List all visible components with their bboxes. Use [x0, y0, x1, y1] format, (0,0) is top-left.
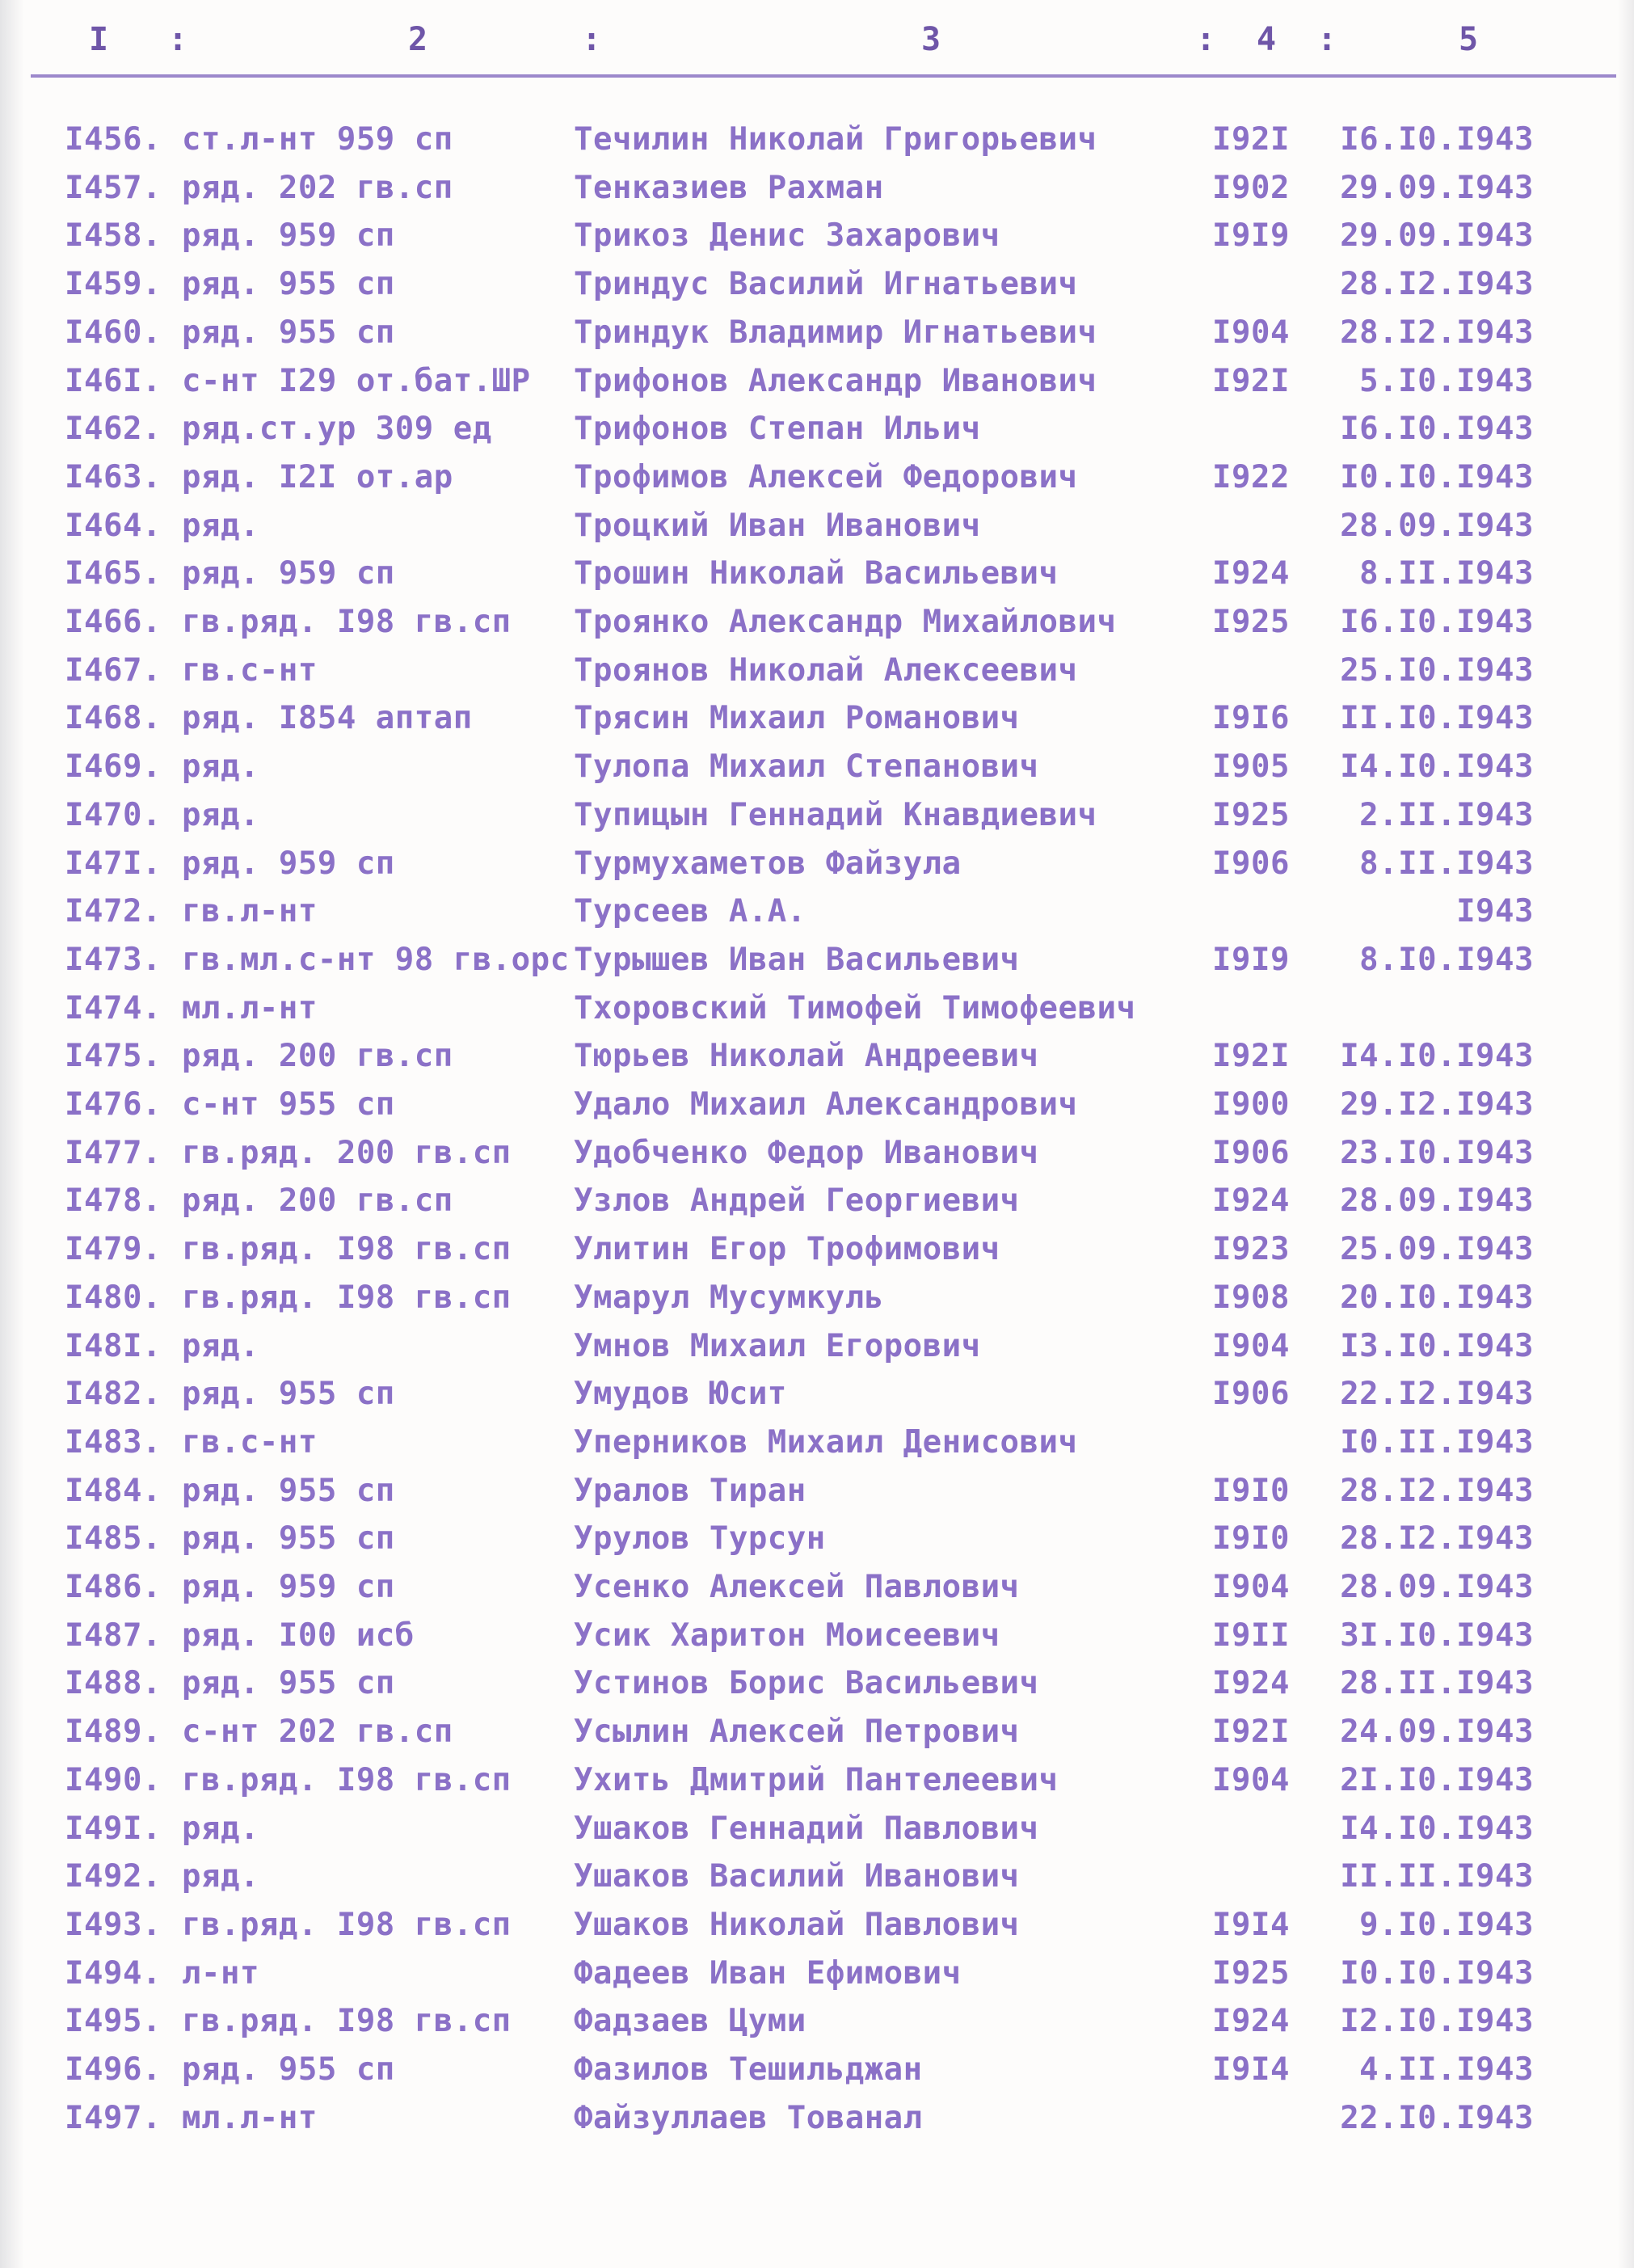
record-date: 28.I2.I943 [1340, 266, 1534, 303]
record-full-name: Урулов Турсун [574, 1520, 826, 1558]
record-date: II.II.I943 [1340, 1858, 1534, 1895]
record-row [0, 555, 1634, 601]
record-birth-year: I92I [1212, 1038, 1290, 1075]
record-birth-year: I922 [1212, 458, 1290, 495]
record-birth-year: I924 [1212, 1665, 1290, 1702]
record-full-name: Улитин Егор Трофимович [574, 1231, 1000, 1268]
record-date: 28.09.I943 [1340, 1569, 1534, 1605]
record-date: 2I.I0.I943 [1340, 1761, 1534, 1798]
record-number: I478. [65, 1182, 162, 1220]
record-date: 3I.I0.I943 [1340, 1617, 1534, 1654]
record-full-name: Триндук Владимир Игнатьевич [574, 314, 1097, 351]
record-row [0, 700, 1634, 745]
record-number: I496. [65, 2051, 162, 2088]
record-date: II.I0.I943 [1340, 700, 1534, 737]
record-rank-unit: ряд. 955 сп [182, 266, 395, 303]
record-number: I48I. [65, 1327, 162, 1364]
record-birth-year: I900 [1212, 1086, 1290, 1123]
record-row [0, 1135, 1634, 1180]
record-row [0, 1811, 1634, 1856]
record-birth-year: I904 [1212, 314, 1290, 351]
record-birth-year: I904 [1212, 1569, 1290, 1605]
record-date: 28.I2.I943 [1340, 314, 1534, 351]
record-number: I47I. [65, 845, 162, 882]
record-row [0, 411, 1634, 456]
record-full-name: Уперников Михаил Денисович [574, 1423, 1078, 1461]
record-rank-unit: ряд. 955 сп [182, 314, 395, 351]
record-row [0, 942, 1634, 987]
record-row [0, 1038, 1634, 1083]
record-rank-unit: ряд. [182, 1858, 259, 1895]
record-number: I475. [65, 1038, 162, 1075]
record-full-name: Триндус Василий Игнатьевич [574, 266, 1078, 303]
record-rank-unit: гв.с-нт [182, 651, 318, 689]
record-full-name: Усик Харитон Моисеевич [574, 1617, 1000, 1654]
header-col-1: I [89, 21, 109, 58]
record-date: I4.I0.I943 [1340, 1810, 1534, 1847]
record-date: 28.I2.I943 [1340, 1472, 1534, 1509]
record-birth-year: I9I4 [1212, 1906, 1290, 1943]
record-rank-unit: л-нт [182, 1954, 259, 1992]
record-row [0, 990, 1634, 1035]
record-number: I480. [65, 1279, 162, 1316]
record-number: I490. [65, 1761, 162, 1798]
header-sep-3: : [1196, 21, 1216, 58]
record-number: I467. [65, 651, 162, 689]
header-sep-4: : [1317, 21, 1337, 58]
record-date: I0.I0.I943 [1340, 458, 1534, 495]
record-number: I464. [65, 507, 162, 544]
record-full-name: Удобченко Федор Иванович [574, 1134, 1039, 1171]
record-row [0, 170, 1634, 215]
record-number: I46I. [65, 362, 162, 399]
record-row [0, 1086, 1634, 1132]
record-date: 8.II.I943 [1359, 555, 1534, 592]
record-date: 23.I0.I943 [1340, 1134, 1534, 1171]
record-number: I494. [65, 1954, 162, 1992]
record-rank-unit: ряд. 200 гв.сп [182, 1038, 453, 1075]
record-birth-year: I9I0 [1212, 1472, 1290, 1509]
record-date: 25.09.I943 [1340, 1231, 1534, 1268]
record-rank-unit: ряд. 200 гв.сп [182, 1182, 453, 1220]
record-date: 22.I2.I943 [1340, 1376, 1534, 1413]
record-row [0, 1376, 1634, 1421]
record-row [0, 748, 1634, 794]
record-date: I6.I0.I943 [1340, 121, 1534, 158]
record-rank-unit: ряд. 955 сп [182, 1520, 395, 1558]
record-row [0, 459, 1634, 504]
record-birth-year: I9I9 [1212, 217, 1290, 255]
record-date: I6.I0.I943 [1340, 411, 1534, 448]
header-sep-2: : [582, 21, 602, 58]
record-number: I495. [65, 2003, 162, 2040]
record-birth-year: I904 [1212, 1761, 1290, 1798]
record-birth-year: I906 [1212, 1376, 1290, 1413]
record-full-name: Умудов Юсит [574, 1376, 787, 1413]
record-rank-unit: с-нт I29 от.бат.ШР [182, 362, 531, 399]
record-date: 22.I0.I943 [1340, 2099, 1534, 2136]
record-full-name: Тулопа Михаил Степанович [574, 748, 1039, 786]
record-full-name: Уралов Тиран [574, 1472, 806, 1509]
record-rank-unit: гв.ряд. 200 гв.сп [182, 1134, 512, 1171]
record-birth-year: I924 [1212, 1182, 1290, 1220]
record-birth-year: I924 [1212, 2003, 1290, 2040]
record-birth-year: I9I6 [1212, 700, 1290, 737]
record-number: I497. [65, 2099, 162, 2136]
record-row [0, 314, 1634, 360]
record-full-name: Файзуллаев Тованал [574, 2099, 923, 2136]
record-number: I477. [65, 1134, 162, 1171]
record-birth-year: I9I0 [1212, 1520, 1290, 1558]
record-full-name: Трошин Николай Васильевич [574, 555, 1059, 592]
record-full-name: Ушаков Геннадий Павлович [574, 1810, 1039, 1847]
record-number: I473. [65, 941, 162, 978]
record-birth-year: I906 [1212, 845, 1290, 882]
record-date: 20.I0.I943 [1340, 1279, 1534, 1316]
record-rank-unit: мл.л-нт [182, 989, 318, 1027]
record-rank-unit: ряд. 959 сп [182, 1569, 395, 1605]
record-full-name: Усылин Алексей Петрович [574, 1714, 1020, 1751]
record-rank-unit: гв.ряд. I98 гв.сп [182, 1906, 512, 1943]
header-sep-1: : [168, 21, 188, 58]
record-rank-unit: ряд. 955 сп [182, 1665, 395, 1702]
record-number: I472. [65, 893, 162, 930]
record-birth-year: I925 [1212, 604, 1290, 640]
record-date: I4.I0.I943 [1340, 1038, 1534, 1075]
record-date: 29.09.I943 [1340, 217, 1534, 255]
record-number: I465. [65, 555, 162, 592]
record-rank-unit: гв.ряд. I98 гв.сп [182, 1761, 512, 1798]
record-full-name: Тупицын Геннадий Кнавдиевич [574, 796, 1097, 833]
record-rank-unit: ряд. 955 сп [182, 2051, 395, 2088]
record-number: I482. [65, 1376, 162, 1413]
record-rank-unit: ряд. 202 гв.сп [182, 169, 453, 206]
record-row [0, 2003, 1634, 2048]
record-rank-unit: ряд. [182, 748, 259, 786]
record-date: I0.II.I943 [1340, 1423, 1534, 1461]
record-full-name: Усенко Алексей Павлович [574, 1569, 1020, 1605]
record-birth-year: I92I [1212, 362, 1290, 399]
record-row [0, 1279, 1634, 1325]
record-number: I469. [65, 748, 162, 786]
header-col-4: 4 [1257, 21, 1277, 58]
record-rank-unit: мл.л-нт [182, 2099, 318, 2136]
record-birth-year: I9I4 [1212, 2051, 1290, 2088]
record-row [0, 1714, 1634, 1759]
header-col-3: 3 [921, 21, 941, 58]
record-row [0, 121, 1634, 167]
record-full-name: Троянко Александр Михайлович [574, 604, 1117, 640]
record-full-name: Трофимов Алексей Федорович [574, 458, 1078, 495]
record-row [0, 1182, 1634, 1228]
record-rank-unit: ряд.ст.ур 309 ед [182, 411, 492, 448]
record-row [0, 1328, 1634, 1373]
record-rank-unit: ряд. 959 сп [182, 555, 395, 592]
record-birth-year: I925 [1212, 796, 1290, 833]
record-rank-unit: ряд. [182, 796, 259, 833]
record-number: I462. [65, 411, 162, 448]
record-number: I493. [65, 1906, 162, 1943]
record-number: I476. [65, 1086, 162, 1123]
record-rank-unit: ряд. I854 аптап [182, 700, 473, 737]
record-date: 25.I0.I943 [1340, 651, 1534, 689]
record-number: I487. [65, 1617, 162, 1654]
record-rank-unit: гв.ряд. I98 гв.сп [182, 1231, 512, 1268]
record-row [0, 604, 1634, 649]
record-full-name: Фадзаев Цуми [574, 2003, 806, 2040]
record-row [0, 363, 1634, 408]
record-birth-year: I904 [1212, 1327, 1290, 1364]
record-birth-year: I905 [1212, 748, 1290, 786]
record-full-name: Течилин Николай Григорьевич [574, 121, 1097, 158]
record-rank-unit: ряд. [182, 1810, 259, 1847]
record-full-name: Фадеев Иван Ефимович [574, 1954, 962, 1992]
record-rank-unit: ряд. I2I от.ар [182, 458, 453, 495]
record-row [0, 1858, 1634, 1903]
record-birth-year: I908 [1212, 1279, 1290, 1316]
record-full-name: Тенказиев Рахман [574, 169, 884, 206]
record-row [0, 508, 1634, 553]
record-row [0, 1907, 1634, 1952]
record-rank-unit: ряд. [182, 1327, 259, 1364]
record-birth-year: I9I9 [1212, 941, 1290, 978]
record-full-name: Троянов Николай Алексеевич [574, 651, 1078, 689]
record-rank-unit: гв.ряд. I98 гв.сп [182, 1279, 512, 1316]
record-full-name: Турмухаметов Файзула [574, 845, 962, 882]
record-number: I486. [65, 1569, 162, 1605]
record-row [0, 2051, 1634, 2097]
record-number: I479. [65, 1231, 162, 1268]
header-col-5: 5 [1459, 21, 1479, 58]
record-number: I492. [65, 1858, 162, 1895]
record-full-name: Турсеев А.А. [574, 893, 806, 930]
record-full-name: Ухить Дмитрий Пантелеевич [574, 1761, 1059, 1798]
record-birth-year: I92I [1212, 121, 1290, 158]
record-number: I457. [65, 169, 162, 206]
record-date: I4.I0.I943 [1340, 748, 1534, 786]
record-birth-year: I925 [1212, 1954, 1290, 1992]
record-row [0, 1955, 1634, 2000]
record-full-name: Трясин Михаил Романович [574, 700, 1020, 737]
record-rank-unit: гв.мл.с-нт 98 гв.орс [182, 941, 570, 978]
record-number: I483. [65, 1423, 162, 1461]
record-row [0, 797, 1634, 842]
record-row [0, 1762, 1634, 1807]
record-full-name: Устинов Борис Васильевич [574, 1665, 1039, 1702]
record-row [0, 2100, 1634, 2145]
record-full-name: Тюрьев Николай Андреевич [574, 1038, 1039, 1075]
record-row [0, 1665, 1634, 1710]
record-rank-unit: гв.с-нт [182, 1423, 318, 1461]
record-number: I489. [65, 1714, 162, 1751]
record-row [0, 1473, 1634, 1518]
record-date: 29.09.I943 [1340, 169, 1534, 206]
record-rank-unit: гв.ряд. I98 гв.сп [182, 604, 512, 640]
record-full-name: Трифонов Степан Ильич [574, 411, 981, 448]
record-date: I6.I0.I943 [1340, 604, 1534, 640]
record-date: 28.09.I943 [1340, 1182, 1534, 1220]
record-row [0, 266, 1634, 311]
record-birth-year: I92I [1212, 1714, 1290, 1751]
record-rank-unit: ряд. 959 сп [182, 217, 395, 255]
record-rank-unit: ряд. 955 сп [182, 1472, 395, 1509]
record-date: 8.II.I943 [1359, 845, 1534, 882]
record-full-name: Троцкий Иван Иванович [574, 507, 981, 544]
record-date: 8.I0.I943 [1359, 941, 1534, 978]
record-date: 2.II.I943 [1359, 796, 1534, 833]
record-number: I484. [65, 1472, 162, 1509]
record-number: I468. [65, 700, 162, 737]
record-date: 29.I2.I943 [1340, 1086, 1534, 1123]
record-full-name: Ушаков Василий Иванович [574, 1858, 1020, 1895]
record-row [0, 1520, 1634, 1566]
record-rank-unit: с-нт 202 гв.сп [182, 1714, 453, 1751]
header-col-2: 2 [408, 21, 428, 58]
record-birth-year: I924 [1212, 555, 1290, 592]
record-full-name: Умнов Михаил Егорович [574, 1327, 981, 1364]
record-number: I466. [65, 604, 162, 640]
record-date: 5.I0.I943 [1359, 362, 1534, 399]
record-row [0, 1617, 1634, 1663]
record-row [0, 1569, 1634, 1614]
record-number: I463. [65, 458, 162, 495]
record-rank-unit: ряд. [182, 507, 259, 544]
record-number: I474. [65, 989, 162, 1027]
record-birth-year: I902 [1212, 169, 1290, 206]
record-number: I485. [65, 1520, 162, 1558]
record-full-name: Фазилов Тешильджан [574, 2051, 923, 2088]
record-row [0, 652, 1634, 698]
record-birth-year: I906 [1212, 1134, 1290, 1171]
record-number: I460. [65, 314, 162, 351]
header-divider [31, 74, 1616, 78]
record-date: I0.I0.I943 [1340, 1954, 1534, 1992]
record-date: 28.I2.I943 [1340, 1520, 1534, 1558]
record-date: 24.09.I943 [1340, 1714, 1534, 1751]
record-row [0, 1424, 1634, 1469]
record-number: I459. [65, 266, 162, 303]
record-rank-unit: гв.ряд. I98 гв.сп [182, 2003, 512, 2040]
record-full-name: Ушаков Николай Павлович [574, 1906, 1020, 1943]
record-rank-unit: ст.л-нт 959 сп [182, 121, 453, 158]
record-number: I49I. [65, 1810, 162, 1847]
record-rank-unit: ряд. 955 сп [182, 1376, 395, 1413]
record-date: I2.I0.I943 [1340, 2003, 1534, 2040]
record-full-name: Трикоз Денис Захарович [574, 217, 1000, 255]
record-birth-year: I923 [1212, 1231, 1290, 1268]
record-rank-unit: гв.л-нт [182, 893, 318, 930]
record-rank-unit: ряд. 959 сп [182, 845, 395, 882]
record-full-name: Тхоровский Тимофей Тимофеевич [574, 989, 1136, 1027]
record-row [0, 845, 1634, 891]
record-number: I470. [65, 796, 162, 833]
record-rank-unit: ряд. I00 исб [182, 1617, 415, 1654]
record-full-name: Удало Михаил Александрович [574, 1086, 1078, 1123]
column-header [0, 21, 1634, 70]
record-number: I488. [65, 1665, 162, 1702]
record-full-name: Узлов Андрей Георгиевич [574, 1182, 1020, 1220]
record-date: 28.09.I943 [1340, 507, 1534, 544]
record-full-name: Турышев Иван Васильевич [574, 941, 1020, 978]
record-row [0, 1231, 1634, 1276]
record-number: I458. [65, 217, 162, 255]
record-date: 28.II.I943 [1340, 1665, 1534, 1702]
record-birth-year: I9II [1212, 1617, 1290, 1654]
record-date: I3.I0.I943 [1340, 1327, 1534, 1364]
record-number: I456. [65, 121, 162, 158]
record-full-name: Трифонов Александр Иванович [574, 362, 1097, 399]
record-rank-unit: с-нт 955 сп [182, 1086, 395, 1123]
record-date: I943 [1456, 893, 1534, 930]
record-date: 9.I0.I943 [1359, 1906, 1534, 1943]
record-row [0, 893, 1634, 938]
record-full-name: Умарул Мусумкуль [574, 1279, 884, 1316]
record-row [0, 217, 1634, 263]
record-date: 4.II.I943 [1359, 2051, 1534, 2088]
